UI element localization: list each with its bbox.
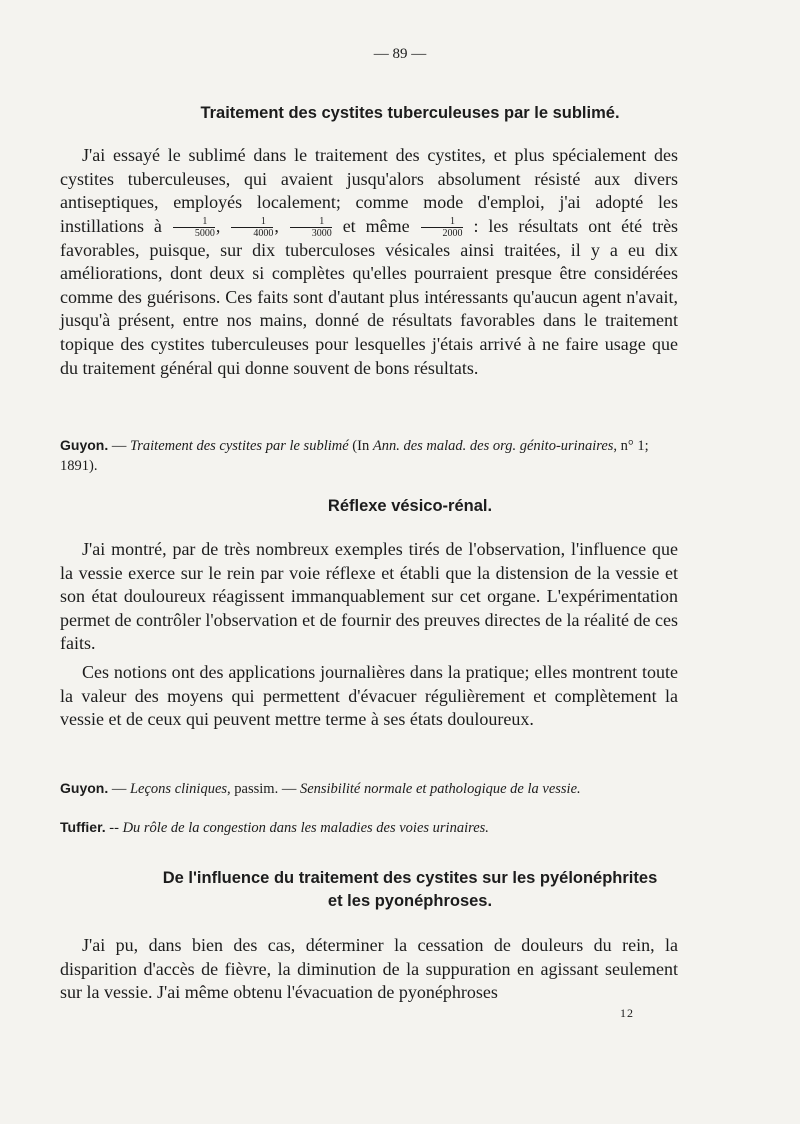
reference-title: Traitement des cystites par le sublimé: [129, 438, 349, 454]
fraction-1-5000: $\frac{1}{5000}$: [173, 217, 215, 239]
reference-guyon-sublime: Guyon. — Traitement des cystites par le sublimé (In Ann. des malad. des org. génito-urinaires, n° 1; 1891).: [60, 437, 649, 474]
paragraph-reflexe-2: Ces notions ont des applications journalières dans la pratique; elles montrent toute la valeur des moyens qui permettent d'évacuer régulièrement et complètement la vessie et de ceux qui peuvent mettre terme à ses états douloureux.: [60, 662, 678, 730]
paragraph-influence: J'ai pu, dans bien des cas, déterminer la cessation de douleurs du rein, la disparition d'accès de fièvre, la diminution de la suppuration en agissant seulement sur la vessie. J'ai même obtenu l'évacuation de pyonéphroses: [60, 935, 678, 1003]
reference-title: Du rôle de la congestion dans les maladies des voies urinaires.: [122, 820, 489, 836]
reference-author: Guyon.: [60, 437, 109, 453]
signature-mark: 12: [620, 1006, 634, 1020]
paragraph-sublime: J'ai essayé le sublimé dans le traitement des cystites, et plus spécialement des cystites tuberculeuses, qui avaient jusqu'alors absolument résisté aux divers antiseptiques, employés localement; comme mode d'emploi, j'ai adopté les instillations à $\frac{1}{5000}$ , $\frac{1}{4000}$ , $\frac{1}{3000}$ et même $\frac{1}{2000}$ : les résultats ont été très favorables, puisque, sur dix tuberculoses vésicales ainsi traitées, il y a eu dix améliorations, dont deux si complètes qu'elles pourraient presque être considérées comme des guérisons. Ces faits sont d'autant plus intéressants qu'aucun agent n'avait, jusqu'à présent, entre nos mains, donné de résultats favorables dans le traitement topique des cystites tuberculeuses pour lesquelles j'étais arrivé à ne faire usage que du traitement général qui donne souvent de bons résultats.: [60, 145, 679, 378]
fraction-1-3000: $\frac{1}{3000}$: [290, 217, 332, 239]
reference-title: Leçons cliniques: [129, 781, 228, 797]
fraction-1-2000: $\frac{1}{2000}$: [421, 217, 463, 239]
reference-journal: Ann. des malad. des org. génito-urinaires: [372, 438, 614, 454]
reference-author: Tuffier.: [60, 819, 106, 835]
section-title-reflexe: Réflexe vésico-rénal.: [327, 497, 493, 515]
paragraph-sublime-text-before: J'ai essayé le sublimé dans le traitement des cystites, et plus spécialement des cystites tuberculeuses, qui avaient jusqu'alors absolument résisté aux divers antiseptiques, employés localement; comme mode d'emploi, j'ai adopté les instillations à: [60, 145, 678, 236]
reference-tuffier: Tuffier. -- Du rôle de la congestion dans les maladies des voies urinaires.: [60, 819, 489, 836]
section-title-sublime: Traitement des cystites tuberculeuses par le sublimé.: [200, 104, 620, 122]
fraction-1-4000: $\frac{1}{4000}$: [231, 217, 273, 239]
section-title-influence: De l'influence du traitement des cystites sur les pyélonéphrites et les pyonéphroses.: [162, 869, 658, 910]
paragraph-reflexe-1: J'ai montré, par de très nombreux exemples tirés de l'observation, l'influence que la vessie exerce sur le rein par voie réflexe et établi que la distension de la vessie et son état douloureux réagissent immanquablement sur cet organe. L'expérimentation permet de contrôler l'observation et de fournir des preuves directes de la réalité de ces faits.: [60, 539, 678, 654]
paragraph-sublime-text-after: : les résultats ont été très favorables, puisque, sur dix tuberculoses vésicales ainsi traitées, il y a eu dix améliorations, dont deux si complètes qu'elles pourraient presque être considérées comme des guérisons. Ces faits sont d'autant plus intéressants qu'aucun agent n'avait, jusqu'à présent, entre nos mains, donné de résultats favorables dans le traitement topique des cystites tuberculeuses pour lesquelles j'étais arrivé à ne faire usage que du traitement général qui donne souvent de bons résultats.: [60, 215, 679, 378]
reference-guyon-lecons: Guyon. — Leçons cliniques, passim. — Sensibilité normale et pathologique de la vessie.: [60, 780, 581, 797]
reference-title-2: Sensibilité normale et pathologique de la vessie.: [299, 781, 581, 797]
page-number: — 89 —: [373, 46, 427, 62]
reference-author: Guyon.: [60, 780, 109, 796]
